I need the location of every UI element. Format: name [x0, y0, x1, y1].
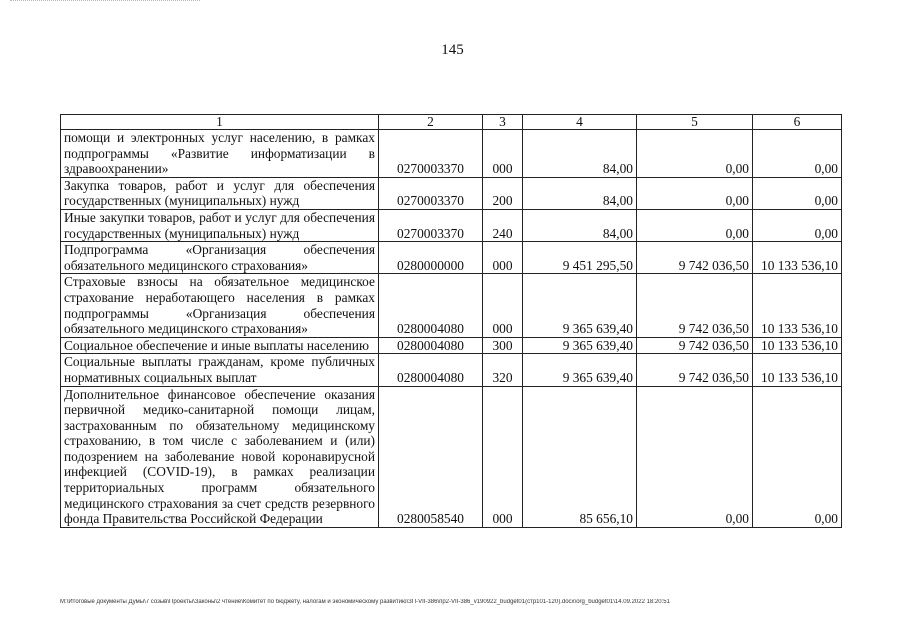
budget-table [60, 114, 842, 528]
row-description: Подпрограмма «Организация обеспечения обязательного медицинского страхования» [61, 242, 379, 274]
row-year3: 0,00 [753, 386, 842, 527]
row-year1: 9 365 639,40 [523, 354, 637, 386]
row-code: 0280000000 [379, 242, 483, 274]
row-vr: 000 [483, 274, 523, 337]
row-code: 0280004080 [379, 354, 483, 386]
row-code: 0270003370 [379, 130, 483, 178]
row-year1: 84,00 [523, 209, 637, 241]
row-year2: 9 742 036,50 [637, 242, 753, 274]
row-year3: 10 133 536,10 [753, 274, 842, 337]
row-vr: 000 [483, 386, 523, 527]
table-row [61, 354, 842, 386]
row-year3: 0,00 [753, 177, 842, 209]
row-vr: 200 [483, 177, 523, 209]
row-year2: 0,00 [637, 209, 753, 241]
row-description: помощи и электронных услуг населению, в рамках подпрограммы «Развитие информатизации в здравоохранении» [61, 130, 379, 178]
column-header-description: 1 [61, 115, 379, 130]
row-year2: 0,00 [637, 130, 753, 178]
column-header-vr: 3 [483, 115, 523, 130]
row-year3: 0,00 [753, 209, 842, 241]
row-year3: 10 133 536,10 [753, 242, 842, 274]
row-year2: 9 742 036,50 [637, 337, 753, 354]
page-number: 145 [441, 42, 464, 58]
row-vr: 240 [483, 209, 523, 241]
row-vr: 320 [483, 354, 523, 386]
row-code: 0270003370 [379, 177, 483, 209]
footer-file-path: M:\Итоговые документы Думы\7 созыв\Проекты\Законы\2 чтение\Комитет по бюджету, налогам и экономическому развитию\ЗП-VII-386\пр2-VII-386_v190922_budget01(стр101-120).docx\org_budget01\14.09.2022 18:20:51 [60, 599, 670, 605]
row-year1: 9 451 295,50 [523, 242, 637, 274]
column-header-year3: 6 [753, 115, 842, 130]
row-code: 0280058540 [379, 386, 483, 527]
row-year1: 84,00 [523, 130, 637, 178]
column-header-code: 2 [379, 115, 483, 130]
row-year2: 0,00 [637, 177, 753, 209]
row-year2: 9 742 036,50 [637, 354, 753, 386]
row-year1: 85 656,10 [523, 386, 637, 527]
table-row [61, 386, 842, 527]
row-year3: 0,00 [753, 130, 842, 178]
row-vr: 300 [483, 337, 523, 354]
table-row [61, 337, 842, 354]
table-row [61, 130, 842, 178]
table-row [61, 242, 842, 274]
row-description: Страховые взносы на обязательное медицинское страхование неработающего населения в рамках подпрограммы «Организация обеспечения обязательного медицинского страхования» [61, 274, 379, 337]
row-description: Закупка товаров, работ и услуг для обеспечения государственных (муниципальных) нужд [61, 177, 379, 209]
row-code: 0270003370 [379, 209, 483, 241]
row-vr: 000 [483, 130, 523, 178]
row-description: Дополнительное финансовое обеспечение оказания первичной медико-санитарной помощи лицам, застрахованным по обязательному медицинскому страхованию, в том числе с заболеванием и (или) подозрением на заболевание новой коронавирусной инфекцией (COVID-19), в рамках реализации территориальных программ обязательного медицинского страхования за счет средств резервного фонда Правительства Российской Федерации [61, 386, 379, 527]
row-year3: 10 133 536,10 [753, 354, 842, 386]
table-row [61, 274, 842, 337]
row-description: Социальное обеспечение и иные выплаты населению [61, 337, 379, 354]
row-year2: 9 742 036,50 [637, 274, 753, 337]
row-description: Иные закупки товаров, работ и услуг для обеспечения государственных (муниципальных) нужд [61, 209, 379, 241]
table-row [61, 209, 842, 241]
column-header-year2: 5 [637, 115, 753, 130]
row-code: 0280004080 [379, 274, 483, 337]
row-code: 0280004080 [379, 337, 483, 354]
row-description: Социальные выплаты гражданам, кроме публичных нормативных социальных выплат [61, 354, 379, 386]
row-year3: 10 133 536,10 [753, 337, 842, 354]
row-year2: 0,00 [637, 386, 753, 527]
table-header-row [61, 115, 842, 130]
row-vr: 000 [483, 242, 523, 274]
row-year1: 84,00 [523, 177, 637, 209]
row-year1: 9 365 639,40 [523, 337, 637, 354]
row-year1: 9 365 639,40 [523, 274, 637, 337]
table-row [61, 177, 842, 209]
column-header-year1: 4 [523, 115, 637, 130]
scan-artifact [10, 0, 200, 4]
